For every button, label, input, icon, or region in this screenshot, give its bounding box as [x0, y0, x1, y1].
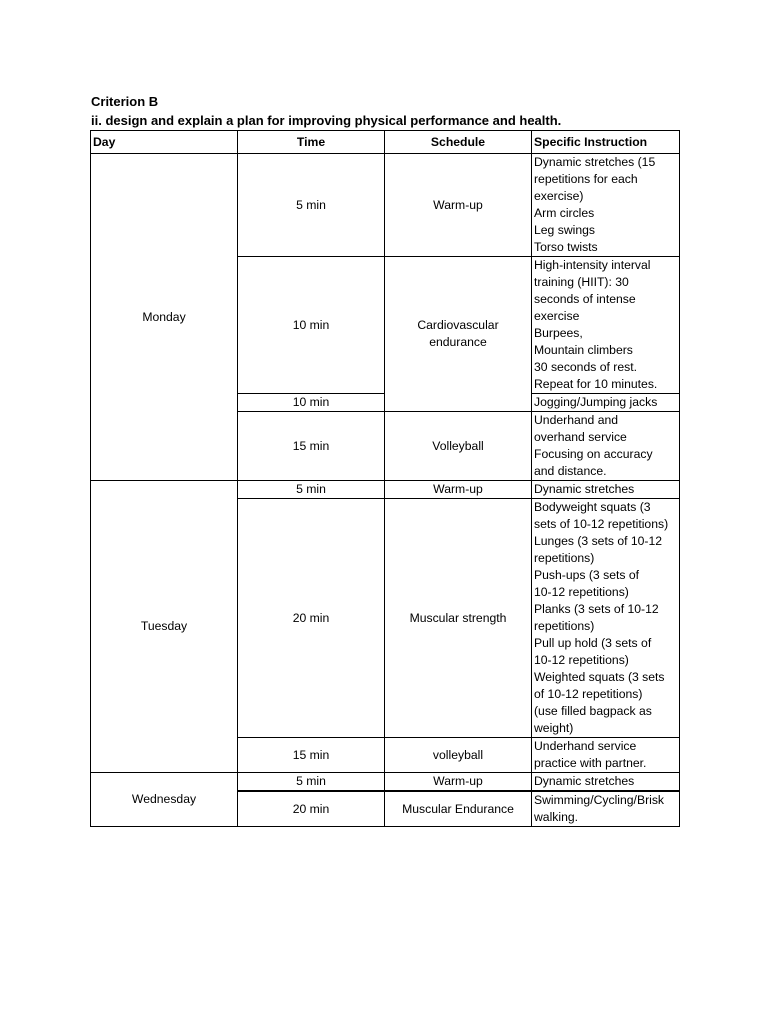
instruction-cell: Dynamic stretches	[532, 773, 680, 792]
header-instruction: Specific Instruction	[532, 131, 680, 154]
schedule-cell: Warm-up	[385, 773, 532, 792]
header-time: Time	[238, 131, 385, 154]
day-wednesday: Wednesday	[91, 773, 238, 827]
schedule-cell: Volleyball	[385, 412, 532, 481]
instruction-cell: Dynamic stretches (15 repetitions for each exercise) Arm circles Leg swings Torso twists	[532, 154, 680, 257]
time-cell: 5 min	[238, 481, 385, 499]
table-row	[91, 154, 680, 257]
instruction-cell: Jogging/Jumping jacks	[532, 394, 680, 412]
table-header-row	[91, 131, 680, 154]
instruction-cell: Swimming/Cycling/Brisk walking.	[532, 791, 680, 827]
time-cell: 20 min	[238, 791, 385, 827]
day-monday: Monday	[91, 154, 238, 481]
time-cell: 5 min	[238, 154, 385, 257]
instruction-cell: Underhand and overhand service Focusing on accuracy and distance.	[532, 412, 680, 481]
table-row	[91, 481, 680, 499]
header-day: Day	[91, 131, 238, 154]
time-cell: 20 min	[238, 499, 385, 738]
instruction-cell: Bodyweight squats (3 sets of 10-12 repetitions) Lunges (3 sets of 10-12 repetitions) Push-ups (3 sets of 10-12 repetitions) Planks (3 sets of 10-12 repetitions) Pull up hold (3 sets of 10-12 repetitions) Weighted squats (3 sets of 10-12 repetitions) (use filled bagpack as weight)	[532, 499, 680, 738]
schedule-cell: Muscular strength	[385, 499, 532, 738]
task-subtitle: ii. design and explain a plan for improving physical performance and health.	[91, 113, 562, 128]
time-cell: 5 min	[238, 773, 385, 792]
day-tuesday: Tuesday	[91, 481, 238, 773]
criterion-title: Criterion B	[91, 94, 159, 109]
schedule-cell: Cardiovascular endurance	[385, 257, 532, 412]
instruction-cell: High-intensity interval training (HIIT): 30 seconds of intense exercise Burpees, Mountain climbers 30 seconds of rest. Repeat for 10 minutes.	[532, 257, 680, 394]
time-cell: 10 min	[238, 394, 385, 412]
time-cell: 10 min	[238, 257, 385, 394]
training-plan-table	[90, 130, 680, 827]
time-cell: 15 min	[238, 412, 385, 481]
header-schedule: Schedule	[385, 131, 532, 154]
time-cell: 15 min	[238, 738, 385, 773]
schedule-cell: Warm-up	[385, 154, 532, 257]
schedule-cell: volleyball	[385, 738, 532, 773]
instruction-cell: Dynamic stretches	[532, 481, 680, 499]
schedule-cell: Muscular Endurance	[385, 791, 532, 827]
table-row	[91, 773, 680, 792]
instruction-cell: Underhand service practice with partner.	[532, 738, 680, 773]
document-heading	[91, 92, 561, 130]
schedule-cell: Warm-up	[385, 481, 532, 499]
